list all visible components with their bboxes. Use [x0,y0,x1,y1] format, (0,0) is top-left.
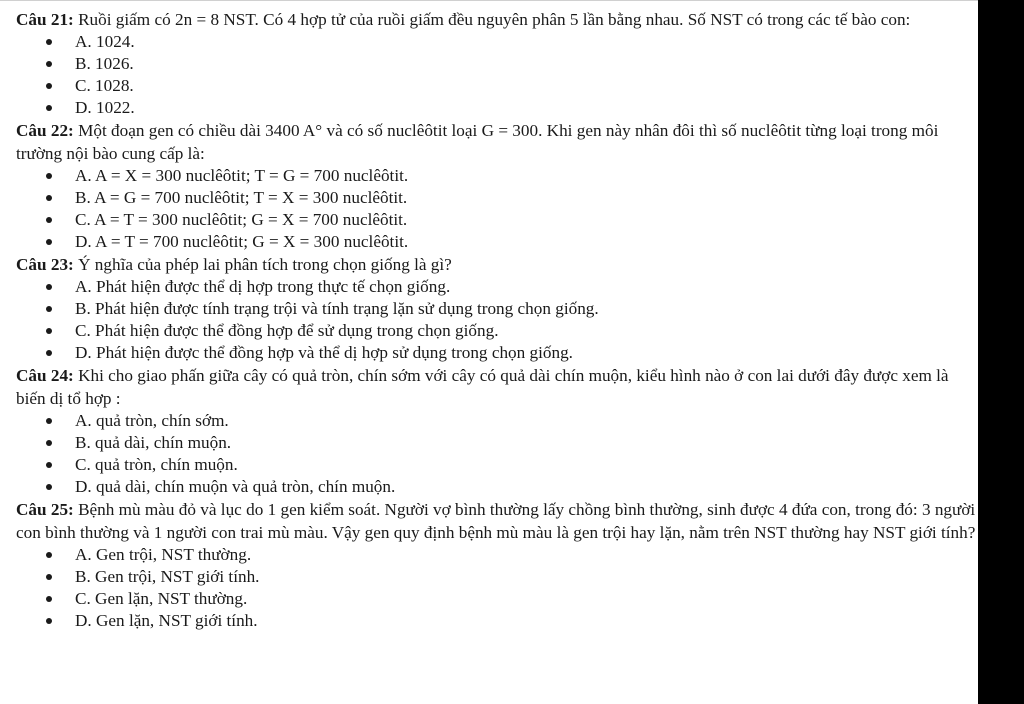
option-d [16,476,976,498]
question-body: Khi cho giao phấn giữa cây có quả tròn, chín sớm với cây có quả dài chín muộn, kiểu hình nào ở con lai dưới đây được xem là biến dị tổ hợp : [16,366,949,408]
option-label: D. 1022. [75,98,135,117]
bullet-icon [46,105,52,111]
bullet-icon [46,173,52,179]
option-b [16,187,976,209]
option-list [16,31,976,119]
bullet-icon [46,217,52,223]
option-label: D. Phát hiện được thể đồng hợp và thể dị hợp sử dụng trong chọn giống. [75,343,573,362]
option-label: B. A = G = 700 nuclêôtit; T = X = 300 nuclêôtit. [75,188,408,207]
option-label: A. quả tròn, chín sớm. [75,411,229,430]
question-body: Ruồi giấm có 2n = 8 NST. Có 4 hợp tử của ruồi giấm đều nguyên phân 5 lần bằng nhau. Số NST có trong các tế bào con: [73,10,911,29]
question-body: Bệnh mù màu đỏ và lục do 1 gen kiểm soát. Người vợ bình thường lấy chồng bình thường, sinh được 4 đứa con, trong đó: 3 người con bình thường và 1 người con trai mù màu. Vậy gen quy định bệnh mù màu là gen trội hay lặn, nằm trên NST thường hay NST giới tính? [16,500,976,542]
option-a [16,31,976,53]
bullet-icon [46,83,52,89]
top-divider [0,0,978,1]
bullet-icon [46,195,52,201]
question-body: Ý nghĩa của phép lai phân tích trong chọn giống là gì? [73,255,452,274]
option-d [16,231,976,253]
option-list [16,165,976,253]
option-c [16,209,976,231]
question-list [16,8,976,632]
option-a [16,276,976,298]
question-body: Một đoạn gen có chiều dài 3400 A° và có số nuclêôtit loại G = 300. Khi gen này nhân đôi thì số nuclêôtit từng loại trong môi trường nội bào cung cấp là: [16,121,939,163]
option-label: B. quả dài, chín muộn. [75,433,232,452]
bullet-icon [46,239,52,245]
option-label: C. Gen lặn, NST thường. [75,589,248,608]
question-number: Câu 21: [16,10,74,29]
bullet-icon [46,61,52,67]
option-label: B. 1026. [75,54,134,73]
question-21 [16,8,976,119]
option-label: C. Phát hiện được thể đồng hợp để sử dụng trong chọn giống. [75,321,499,340]
option-d [16,342,976,364]
bullet-icon [46,552,52,558]
question-text [16,119,976,165]
question-25 [16,498,976,632]
bullet-icon [46,574,52,580]
option-b [16,53,976,75]
bullet-icon [46,350,52,356]
option-b [16,432,976,454]
option-label: A. Gen trội, NST thường. [75,545,252,564]
option-label: D. A = T = 700 nuclêôtit; G = X = 300 nuclêôtit. [75,232,409,251]
bullet-icon [46,418,52,424]
option-label: B. Phát hiện được tính trạng trội và tính trạng lặn sử dụng trong chọn giống. [75,299,599,318]
bullet-icon [46,462,52,468]
bullet-icon [46,596,52,602]
option-list [16,544,976,632]
option-a [16,410,976,432]
option-label: C. A = T = 300 nuclêôtit; G = X = 700 nuclêôtit. [75,210,408,229]
question-text [16,364,976,410]
question-text [16,498,976,544]
question-text [16,253,976,276]
option-label: C. quả tròn, chín muộn. [75,455,238,474]
question-24 [16,364,976,498]
option-list [16,276,976,364]
option-c [16,320,976,342]
option-label: A. Phát hiện được thể dị hợp trong thực tế chọn giống. [75,277,451,296]
bullet-icon [46,440,52,446]
option-a [16,544,976,566]
bullet-icon [46,284,52,290]
bullet-icon [46,484,52,490]
option-c [16,588,976,610]
option-label: C. 1028. [75,76,134,95]
option-label: D. quả dài, chín muộn và quả tròn, chín muộn. [75,477,396,496]
option-list [16,410,976,498]
option-d [16,610,976,632]
bullet-icon [46,306,52,312]
option-b [16,566,976,588]
option-label: A. A = X = 300 nuclêôtit; T = G = 700 nuclêôtit. [75,166,409,185]
option-a [16,165,976,187]
option-b [16,298,976,320]
question-number: Câu 22: [16,121,74,140]
question-number: Câu 25: [16,500,74,519]
option-c [16,75,976,97]
option-d [16,97,976,119]
question-number: Câu 24: [16,366,74,385]
question-text [16,8,976,31]
bullet-icon [46,328,52,334]
option-label: B. Gen trội, NST giới tính. [75,567,260,586]
question-22 [16,119,976,253]
question-23 [16,253,976,364]
question-number: Câu 23: [16,255,74,274]
option-label: D. Gen lặn, NST giới tính. [75,611,258,630]
bullet-icon [46,39,52,45]
bullet-icon [46,618,52,624]
option-label: A. 1024. [75,32,135,51]
option-c [16,454,976,476]
black-side-panel [978,0,1024,704]
